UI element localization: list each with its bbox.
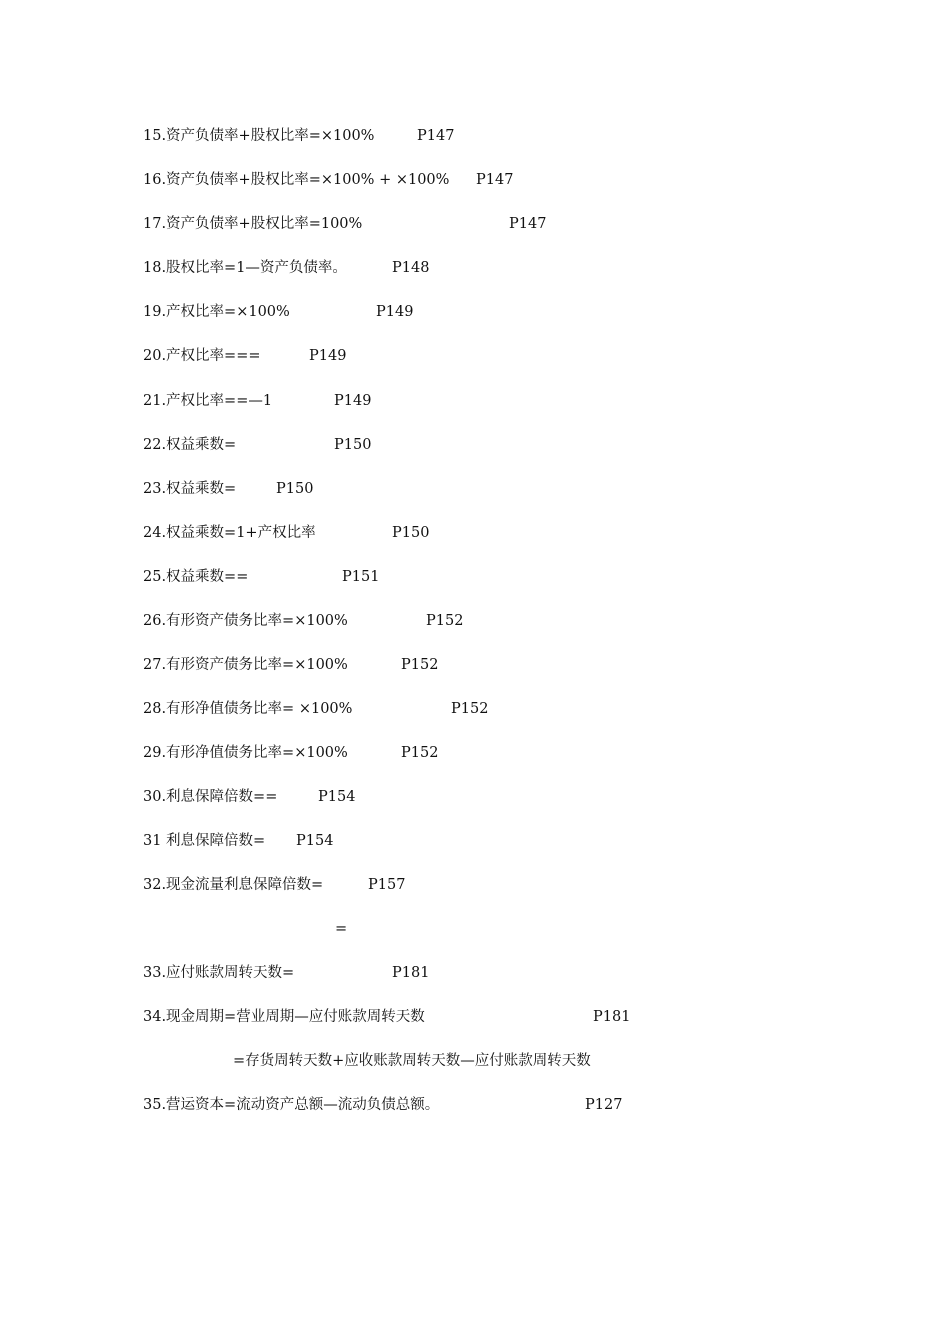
formula-line-16 xyxy=(143,169,514,191)
page-reference: P152 xyxy=(451,701,489,717)
page-reference: P181 xyxy=(392,965,430,981)
page-reference: P152 xyxy=(426,613,464,629)
formula-line-20 xyxy=(143,345,347,367)
formula-text: 21.产权比率==—1 xyxy=(143,393,273,409)
formula-text: 33.应付账款周转天数= xyxy=(143,965,295,981)
formula-line-25 xyxy=(143,566,380,588)
page-reference: P148 xyxy=(392,260,430,276)
page-reference: P150 xyxy=(392,525,430,541)
formula-continuation xyxy=(233,1050,591,1072)
page-reference: P152 xyxy=(401,745,439,761)
formula-line-24 xyxy=(143,522,430,544)
formula-line-34 xyxy=(143,1006,631,1028)
page-reference: P154 xyxy=(296,833,334,849)
formula-text: 34.现金周期=营业周期—应付账款周转天数 xyxy=(143,1009,425,1025)
page-reference: P147 xyxy=(476,172,514,188)
formula-line-32 xyxy=(143,874,406,896)
page-reference: P150 xyxy=(276,481,314,497)
formula-line-27 xyxy=(143,654,439,676)
page-reference: P151 xyxy=(342,569,380,585)
page-reference: P157 xyxy=(368,877,406,893)
formula-line-35 xyxy=(143,1094,623,1116)
page-reference: P147 xyxy=(417,128,455,144)
formula-line-26 xyxy=(143,610,464,632)
formula-text: 19.产权比率=×100% xyxy=(143,304,290,320)
page-reference: P149 xyxy=(376,304,414,320)
page-reference: P127 xyxy=(585,1097,623,1113)
formula-line-31 xyxy=(143,830,334,852)
formula-text: 15.资产负债率+股权比率=×100% xyxy=(143,128,375,144)
formula-text: 24.权益乘数=1+产权比率 xyxy=(143,525,316,541)
formula-text: 29.有形净值债务比率=×100% xyxy=(143,745,348,761)
formula-text: 16.资产负债率+股权比率=×100% + ×100% xyxy=(143,172,450,188)
formula-text: 23.权益乘数= xyxy=(143,481,237,497)
page-reference: P149 xyxy=(309,348,347,364)
formula-line-15 xyxy=(143,125,455,147)
formula-text: 18.股权比率=1—资产负债率。 xyxy=(143,260,347,276)
formula-continuation xyxy=(335,918,353,940)
formula-text: 20.产权比率=== xyxy=(143,348,261,364)
formula-text: =存货周转天数+应收账款周转天数—应付账款周转天数 xyxy=(233,1053,591,1069)
formula-text: 22.权益乘数= xyxy=(143,437,237,453)
formula-text: 31 利息保障倍数= xyxy=(143,833,266,849)
formula-line-33 xyxy=(143,962,430,984)
page-reference: P147 xyxy=(509,216,547,232)
formula-line-29 xyxy=(143,742,439,764)
formula-line-18 xyxy=(143,257,430,279)
formula-line-30 xyxy=(143,786,356,808)
page-reference: P154 xyxy=(318,789,356,805)
page-reference: P181 xyxy=(593,1009,631,1025)
formula-text: 35.营运资本=流动资产总额—流动负债总额。 xyxy=(143,1097,440,1113)
formula-text: 25.权益乘数== xyxy=(143,569,249,585)
formula-line-23 xyxy=(143,478,314,500)
formula-line-21 xyxy=(143,390,372,412)
formula-text: 32.现金流量利息保障倍数= xyxy=(143,877,324,893)
page-reference: P149 xyxy=(334,393,372,409)
formula-line-28 xyxy=(143,698,489,720)
formula-line-19 xyxy=(143,301,414,323)
page-reference: P152 xyxy=(401,657,439,673)
formula-text: 30.利息保障倍数== xyxy=(143,789,278,805)
formula-text: 26.有形资产债务比率=×100% xyxy=(143,613,348,629)
formula-text: 27.有形资产债务比率=×100% xyxy=(143,657,348,673)
page-reference: P150 xyxy=(334,437,372,453)
formula-line-22 xyxy=(143,434,372,456)
formula-text: 17.资产负债率+股权比率=100% xyxy=(143,216,363,232)
formula-line-17 xyxy=(143,213,547,235)
formula-text: = xyxy=(335,921,348,937)
formula-text: 28.有形净值债务比率= ×100% xyxy=(143,701,353,717)
